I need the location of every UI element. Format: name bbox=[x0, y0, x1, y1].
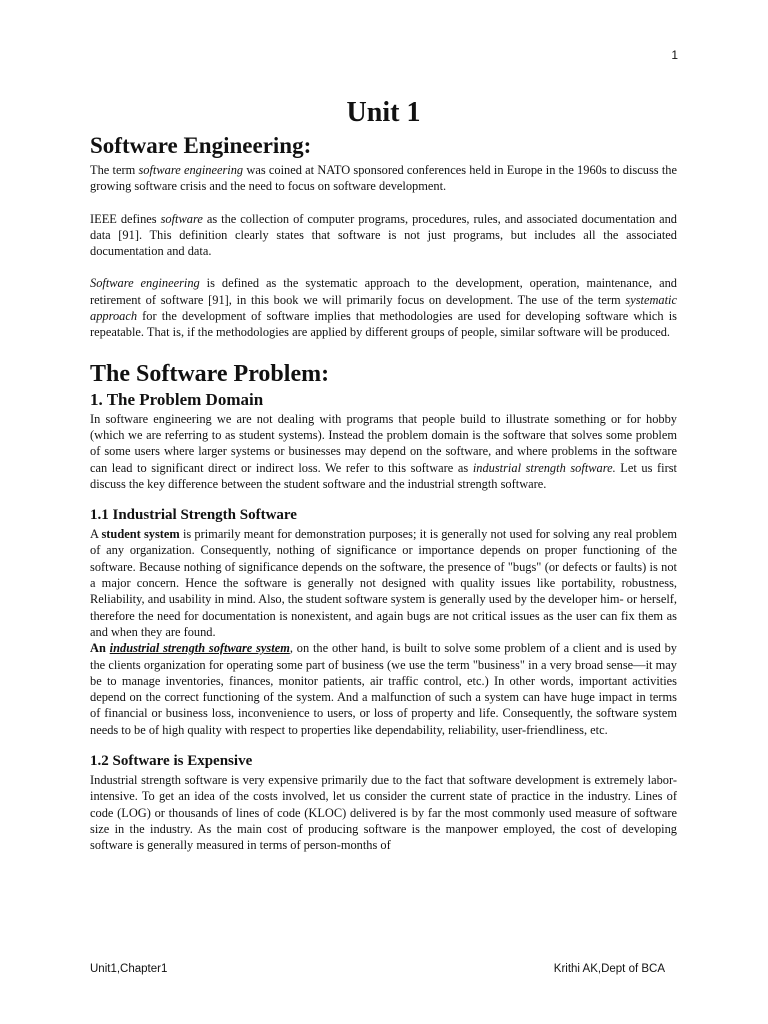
heading-software-problem: The Software Problem: bbox=[90, 360, 330, 387]
paragraph-systematic-approach: Software engineering is defined as the systematic approach to the development, operation, maintenance, and retirement of software [91], in this book we will primarily focus on development. The use of the term systematic approach for the development of software implies that methodologies are used for developing software which is repeatable. That is, if the methodologies are applied by different groups of people, similar software will be produced. bbox=[90, 276, 677, 340]
page-content bbox=[90, 96, 677, 854]
unit-title: Unit 1 bbox=[346, 97, 421, 128]
heading-problem-domain: 1. The Problem Domain bbox=[90, 389, 264, 409]
paragraph-ieee-definition: IEEE defines software as the collection of computer programs, procedures, rules, and associated documentation and data [91]. This definition clearly states that software is not just programs, but includes all the associated documentation and data. bbox=[90, 211, 677, 259]
page-number: 1 bbox=[671, 48, 678, 62]
paragraph-term-origin: The term software engineering was coined at NATO sponsored conferences held in Europe in the 1960s to discuss the growing software crisis and the need to focus on software development. bbox=[90, 163, 677, 194]
paragraph-industrial-system: An industrial strength software system, on the other hand, is built to solve some problem of a client and is used by the clients organization for operating some part of business (we use the term "business" in a very broad sense—it may be to manage inventories, finances, monitor patients, air traffic control, etc.) In other words, important activities depend on the correct functioning of the system. And a malfunction of such a system can have huge impact in terms of financial or business loss, inconvenience to users, or loss of property and life. Consequently, the software system needs to be of high quality with respect to properties like dependability, reliability, user-friendliness, etc. bbox=[90, 641, 677, 737]
footer-author: Krithi AK,Dept of BCA bbox=[553, 963, 665, 975]
heading-industrial-strength-software: 1.1 Industrial Strength Software bbox=[90, 507, 297, 524]
paragraph-problem-domain: In software engineering we are not dealing with programs that people build to illustrate something or for hobby (which we are referring to as student systems). Instead the problem domain is the software that solves some problem of some users where larger systems or businesses may depend on the software, and where problems in the software can lead to significant direct or indirect loss. We refer to this software as industrial strength software. Let us first discuss the key difference between the student software and the industrial strength software. bbox=[90, 411, 677, 491]
paragraph-student-system: A student system is primarily meant for demonstration purposes; it is generally not used for solving any real problem of any organization. Consequently, nothing of significance or importance depends on proper functioning of the software. Because nothing of significance depends on the software, the presence of "bugs" (or defects or faults) is not a major concern. Hence the software is generally not designed with quality issues like portability, robustness, Reliability, and usability in mind. Also, the student software system is generally used by the developer him- or herself, therefore the need for documentation is nonexistent, and again bugs are not critical issues as the user can fix them as and when they are found. bbox=[90, 527, 677, 639]
heading-software-engineering: Software Engineering: bbox=[90, 133, 312, 158]
footer-chapter: Unit1,Chapter1 bbox=[90, 963, 168, 975]
paragraph-software-expensive: Industrial strength software is very expensive primarily due to the fact that software development is extremely labor-intensive. To get an idea of the costs involved, let us consider the current state of practice in the industry. Lines of code (LOG) or thousands of lines of code (KLOC) delivered is by far the most commonly used measure of software size in the industry. As the main cost of producing software is the manpower employed, the cost of developing software is generally measured in terms of person-months of bbox=[90, 773, 677, 853]
heading-software-expensive: 1.2 Software is Expensive bbox=[90, 753, 253, 770]
